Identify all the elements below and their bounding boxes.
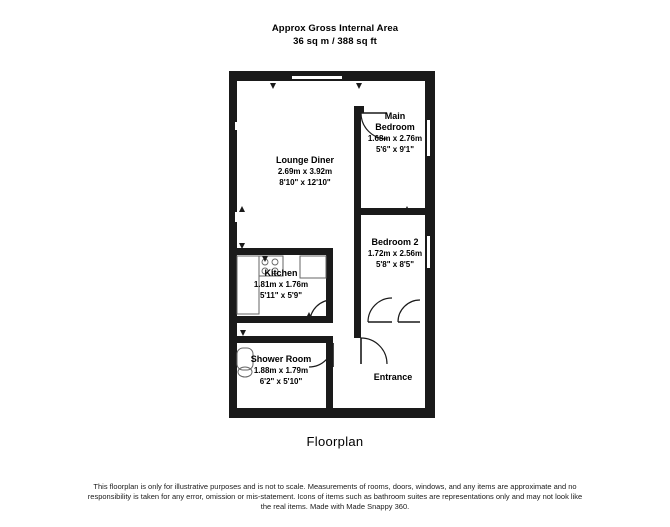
- door-swing-entrance: [361, 338, 387, 364]
- wall-left-mid: [229, 130, 237, 212]
- wall-tick-top-right: [356, 83, 362, 89]
- room-label-bedroom-2: [335, 237, 455, 270]
- room-label-entrance: [333, 372, 453, 383]
- wall-tick-top-left: [270, 83, 276, 89]
- room-name-lounge-diner: Lounge Diner: [276, 155, 334, 165]
- room-name-entrance: Entrance: [373, 372, 413, 382]
- room-dim-imperial-lounge-diner: 8'10" x 12'10": [279, 178, 331, 187]
- room-dim-imperial-kitchen: 5'11" x 5'9": [259, 291, 303, 300]
- page-title: Floorplan: [306, 434, 364, 449]
- room-label-kitchen: [221, 268, 341, 301]
- room-name-kitchen: Kitchen: [264, 268, 298, 278]
- kitchen-hob-ring-2: [272, 259, 278, 265]
- wall-between-bedrooms: [354, 208, 432, 215]
- room-name-main-bedroom-2: Bedroom: [375, 122, 415, 132]
- disclaimer-text: This floorplan is only for illustrative purposes and is not to scale. Measurements of rooms, doors, windows, and any items are approximate and no responsibility is taken for any error, omission or mis-statement. Icons of items such as bathroom suites are representations only and may not look like the real items. Made with Made Snappy 360.: [87, 482, 583, 511]
- room-name-bedroom-2: Bedroom 2: [371, 237, 419, 247]
- area-header-line1: Approx Gross Internal Area: [271, 23, 399, 34]
- door-swing-mainbedroom: [398, 300, 420, 322]
- area-header-line2: 36 sq m / 388 sq ft: [293, 36, 377, 47]
- wall-left-upper: [229, 74, 237, 122]
- room-dim-imperial-shower-room: 6'2" x 5'10": [259, 377, 303, 386]
- room-name-main-bedroom-1: Main: [384, 111, 406, 121]
- door-swing-bedroom2: [368, 298, 392, 322]
- wall-tick-shower: [240, 330, 246, 336]
- room-dim-metric-bedroom-2: 1.72m x 2.56m: [367, 249, 423, 258]
- wall-shower-top: [229, 336, 333, 343]
- wall-tick-kitchen: [262, 256, 268, 262]
- room-dim-metric-kitchen: 1.81m x 1.76m: [253, 280, 309, 289]
- wall-bottom: [229, 408, 432, 415]
- wall-tick-left-1: [239, 206, 245, 212]
- room-dim-metric-lounge-diner: 2.69m x 3.92m: [277, 167, 333, 176]
- window-top: [292, 76, 342, 79]
- wall-hall-entrance: [354, 324, 361, 338]
- room-name-shower-room: Shower Room: [250, 354, 312, 364]
- wall-kitchen-bottom: [229, 316, 333, 323]
- room-label-main-bedroom: [335, 111, 455, 155]
- wall-kitchen-top: [229, 248, 333, 255]
- room-dim-imperial-main-bedroom: 5'6" x 9'1": [375, 145, 415, 154]
- room-label-shower-room: [217, 354, 345, 387]
- room-dim-metric-shower-room: 1.88m x 1.79m: [253, 366, 309, 375]
- room-label-lounge-diner: [245, 155, 365, 188]
- room-dim-imperial-bedroom-2: 5'8" x 8'5": [375, 260, 415, 269]
- room-dim-metric-main-bedroom: 1.68m x 2.76m: [367, 134, 423, 143]
